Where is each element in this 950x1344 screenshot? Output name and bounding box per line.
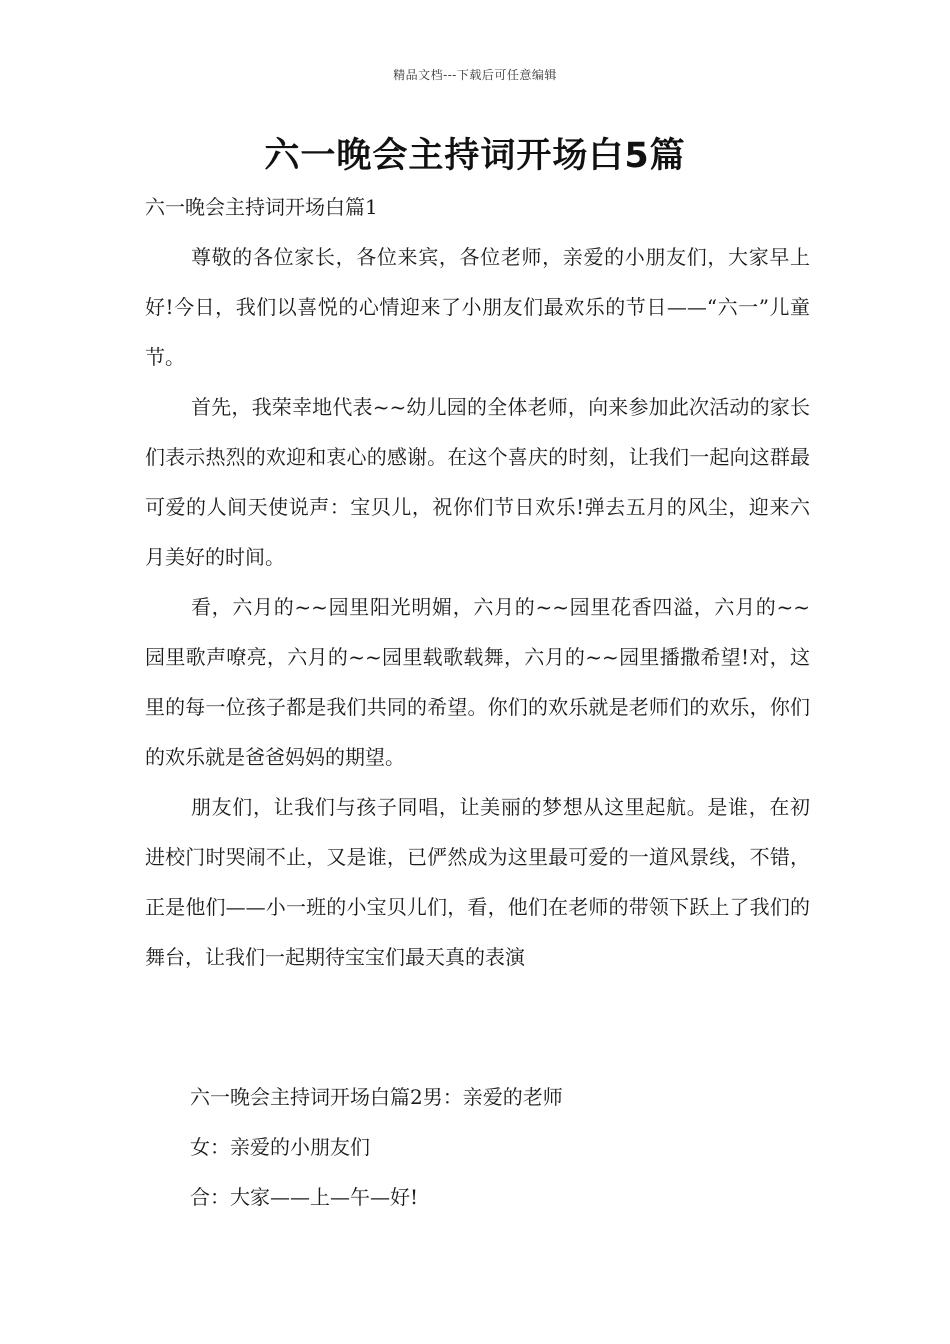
section-2-line: 女：亲爱的小朋友们 xyxy=(190,1135,370,1159)
section-1 xyxy=(145,182,810,982)
paragraph: 朋友们，让我们与孩子同唱，让美丽的梦想从这里起航。是谁，在初进校门时哭闹不止，又是谁，已俨然成为这里最可爱的一道风景线，不错，正是他们——小一班的小宝贝儿们，看，他们在老师的带领下跃上了我们的舞台，让我们一起期待宝宝们最天真的表演 xyxy=(145,795,810,969)
paragraph: 首先，我荣幸地代表~~幼儿园的全体老师，向来参加此次活动的家长们表示热烈的欢迎和衷心的感谢。在这个喜庆的时刻，让我们一起向这群最可爱的人间天使说声：宝贝儿，祝你们节日欢乐!弹去五月的风尘，迎来六月美好的时间。 xyxy=(145,395,810,569)
document-title: 六一晚会主持词开场白5篇 xyxy=(264,136,686,176)
paragraph: 看，六月的~~园里阳光明媚，六月的~~园里花香四溢，六月的~~园里歌声嘹亮，六月的~~园里载歌载舞，六月的~~园里播撒希望!对，这里的每一位孩子都是我们共同的希望。你们的欢乐就是老师们的欢乐，你们的欢乐就是爸爸妈妈的期望。 xyxy=(145,595,810,769)
section-2 xyxy=(190,1072,810,1222)
section-1-heading: 六一晚会主持词开场白篇1 xyxy=(145,195,378,219)
header-note: 精品文档---下载后可任意编辑 xyxy=(393,68,557,82)
section-2-line: 六一晚会主持词开场白篇2男：亲爱的老师 xyxy=(190,1085,563,1109)
paragraph: 尊敬的各位家长，各位来宾，各位老师，亲爱的小朋友们，大家早上好!今日，我们以喜悦的心情迎来了小朋友们最欢乐的节日——“六一”儿童节。 xyxy=(145,245,810,369)
section-2-line: 合：大家——上—午—好! xyxy=(190,1185,419,1209)
